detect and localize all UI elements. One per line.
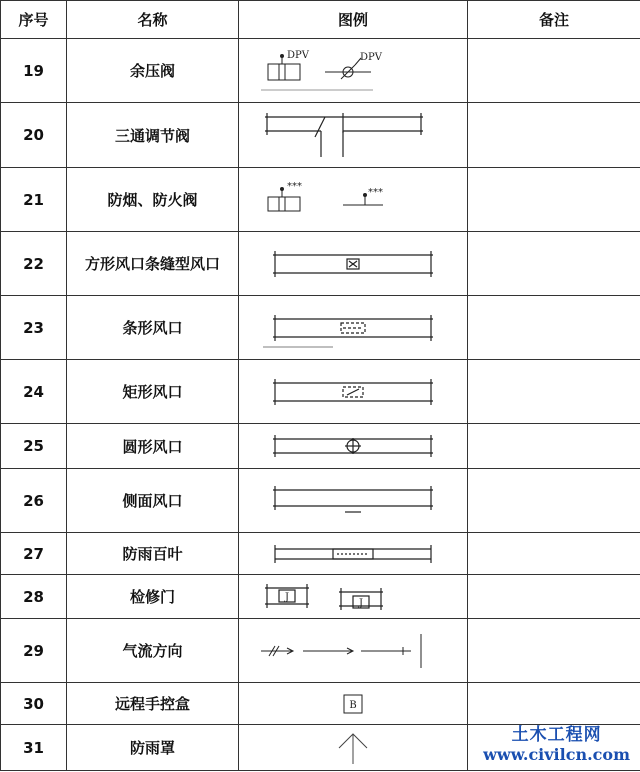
setting-mark: *** (287, 180, 302, 192)
legend-cell (239, 683, 468, 725)
header-remark: 备注 (468, 1, 640, 39)
table-row (1, 619, 640, 683)
table-row (1, 424, 640, 469)
row-name: 三通调节阀 (67, 103, 239, 168)
legend-cell (239, 533, 468, 575)
row-name: 条形风口 (67, 296, 239, 360)
remark-cell (468, 533, 640, 575)
side-diffuser-symbol (253, 476, 453, 526)
row-name: 方形风口条缝型风口 (67, 232, 239, 296)
access-door-symbol (253, 578, 453, 616)
watermark-url: www.civilcn.com (483, 745, 630, 764)
row-name: 圆形风口 (67, 424, 239, 469)
header-row (1, 1, 640, 39)
airflow-direction-symbol (253, 626, 453, 676)
row-number: 27 (1, 533, 67, 575)
remark-cell (468, 296, 640, 360)
table-row (1, 575, 640, 619)
legend-cell (239, 619, 468, 683)
row-number: 24 (1, 360, 67, 424)
table-row (1, 103, 640, 168)
row-number: 19 (1, 39, 67, 103)
dpv-label: DPV (287, 49, 309, 61)
table-row (1, 469, 640, 533)
table-row (1, 683, 640, 725)
header-name: 名称 (67, 1, 239, 39)
remark-cell (468, 232, 640, 296)
dpv-label: DPV (360, 51, 382, 63)
remark-cell (468, 469, 640, 533)
three-way-damper-symbol (253, 107, 453, 163)
legend-cell (239, 424, 468, 469)
remark-cell (468, 360, 640, 424)
legend-cell (239, 725, 468, 771)
row-name: 检修门 (67, 575, 239, 619)
rain-louver-symbol (253, 536, 453, 572)
door-label: J (284, 591, 290, 603)
row-number: 21 (1, 168, 67, 232)
remark-cell (468, 39, 640, 103)
table-row (1, 168, 640, 232)
linear-diffuser-symbol (253, 303, 453, 353)
remark-cell (468, 424, 640, 469)
legend-cell (239, 168, 468, 232)
remark-cell (468, 575, 640, 619)
legend-cell (239, 296, 468, 360)
legend-cell (239, 232, 468, 296)
legend-cell (239, 360, 468, 424)
row-number: 29 (1, 619, 67, 683)
table-row (1, 232, 640, 296)
header-legend: 图例 (239, 1, 468, 39)
square-slot-diffuser-symbol (253, 239, 453, 289)
setting-mark: *** (368, 186, 383, 198)
box-label: B (349, 699, 357, 711)
row-number: 31 (1, 725, 67, 771)
watermark-text: 土木工程网 (511, 725, 602, 745)
row-name: 余压阀 (67, 39, 239, 103)
row-number: 26 (1, 469, 67, 533)
legend-cell (239, 575, 468, 619)
door-label: J (358, 597, 364, 609)
legend-cell (239, 469, 468, 533)
row-number: 28 (1, 575, 67, 619)
row-name: 防烟、防火阀 (67, 168, 239, 232)
remark-cell (468, 103, 640, 168)
round-diffuser-symbol (253, 426, 453, 466)
row-name: 气流方向 (67, 619, 239, 683)
table-row (1, 533, 640, 575)
remark-cell (468, 619, 640, 683)
legend-cell (239, 39, 468, 103)
row-number: 30 (1, 683, 67, 725)
header-number: 序号 (1, 1, 67, 39)
row-number: 20 (1, 103, 67, 168)
fire-smoke-damper-symbol (253, 175, 453, 225)
row-number: 22 (1, 232, 67, 296)
rectangular-diffuser-symbol (253, 367, 453, 417)
row-number: 23 (1, 296, 67, 360)
table-row (1, 296, 640, 360)
row-name: 侧面风口 (67, 469, 239, 533)
rain-cap-symbol (253, 728, 453, 768)
relief-valve-symbol (253, 46, 453, 96)
row-number: 25 (1, 424, 67, 469)
remark-cell (468, 168, 640, 232)
remark-cell (468, 683, 640, 725)
remote-control-box-symbol (253, 686, 453, 722)
row-name: 远程手控盒 (67, 683, 239, 725)
legend-cell (239, 103, 468, 168)
row-name: 防雨百叶 (67, 533, 239, 575)
row-name: 矩形风口 (67, 360, 239, 424)
table-row (1, 360, 640, 424)
row-name: 防雨罩 (67, 725, 239, 771)
watermark (483, 720, 630, 764)
table-row (1, 39, 640, 103)
